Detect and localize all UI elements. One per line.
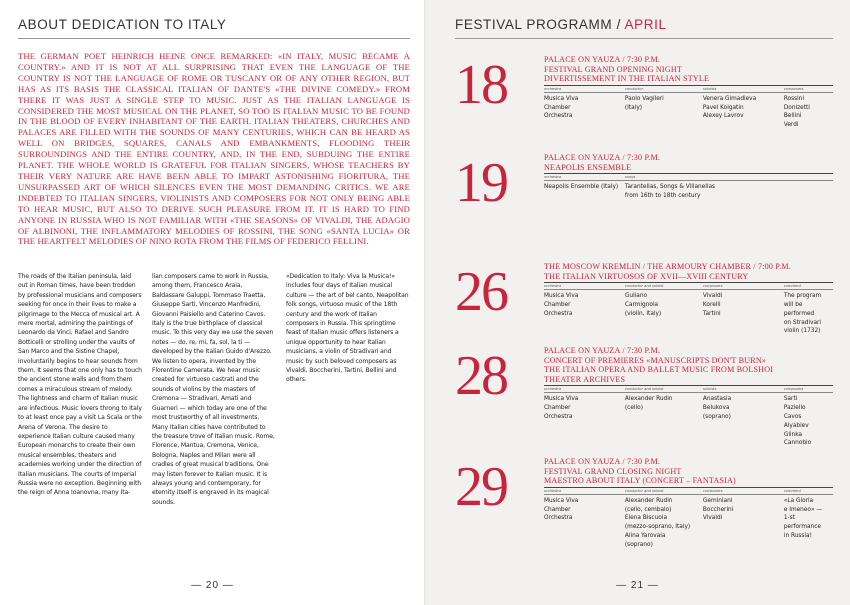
event-title-line: PALACE ON YAUZA / 7:30 P.M.	[544, 457, 661, 466]
event-title-rule	[544, 282, 833, 283]
column-header-conductor: conductor	[625, 87, 703, 93]
event-title-rule	[544, 385, 833, 386]
cell-line: Pavel Kolgatin	[702, 104, 744, 111]
column-header-orchestra: orchestra	[544, 489, 625, 495]
table-row	[544, 92, 833, 130]
event-info	[544, 346, 833, 448]
table-row	[544, 181, 833, 201]
cell-line: in Russia!	[783, 532, 812, 539]
event-title-line: THE ITALIAN OPERA AND BALLET MUSIC FROM BOLSHOI	[544, 365, 774, 375]
table-cell	[544, 393, 625, 448]
column-header-composers: composers	[784, 387, 833, 393]
cell-line: Chamber	[544, 104, 571, 111]
cell-line: Chamber	[544, 405, 571, 412]
cell-line: (soprano)	[702, 413, 731, 420]
left-page-heading: ABOUT DEDICATION TO ITALY	[18, 17, 227, 32]
table-cell	[544, 181, 625, 201]
column-header-soloists: soloists	[703, 87, 784, 93]
cell-line: Paziello	[783, 405, 806, 412]
cell-line: (cello, cembalo)	[624, 506, 672, 513]
table-row	[544, 290, 833, 336]
event-26	[455, 262, 835, 342]
table-cell	[784, 92, 833, 130]
event-title-line: FESTIVAL GRAND OPENING NIGHT	[544, 64, 683, 74]
right-page-heading	[455, 17, 667, 32]
event-title-line: FESTIVAL GRAND CLOSING NIGHT	[544, 466, 682, 476]
cell-line: Sarti	[783, 396, 798, 403]
table-row	[544, 494, 833, 549]
cell-line: Belukova	[702, 405, 730, 412]
cell-line: Glinka	[783, 431, 803, 438]
event-info	[544, 153, 833, 201]
body-column-1: The roads of the Italian peninsula, laid out in Roman times, have been trodden by professional musicians and composers seeking for once in their lives to make a pilgrimage to the Mecca of musical art. A mere mortal, admiring the paintings of Leonardo da Vinci, Rafael and Sandro Botticelli or strolling under the vaults of San Marco and the Sistine Chapel, involuntarily begins to hear sounds from them. It seems that one only has to touch the ancient stone walls and from them comes a miraculous stream of melody. The lightness and charm of Italian music are infectious. Music lovers throng to Italy to at least once pay a visit La Scala or the Arena of Verona. The desire to experience Italian culture caused many European monarchs to create their own musical ensembles, theaters and academies working under the direction of Italian musicians. The courts of Imperial Russia were no exception. Beginning with the reign of Anna Ioanovna, many Ita-	[18, 273, 142, 497]
cell-line: (cello)	[624, 405, 643, 412]
column-header-orchestra: orchestra	[544, 284, 625, 290]
cell-line: Anastasia	[702, 396, 732, 403]
cell-line: Vivaldi	[702, 515, 723, 522]
cell-line: performed	[783, 310, 815, 317]
table-cell	[703, 290, 784, 336]
cell-line: will be	[783, 301, 803, 308]
cell-line: (mezzo-soprano, Italy)	[624, 524, 691, 531]
event-title	[544, 55, 833, 84]
cell-line: e Imeneo» —	[783, 506, 823, 513]
event-title-line: PALACE ON YAUZA / 7:30 P.M.	[544, 55, 661, 64]
event-28	[455, 345, 835, 447]
event-info	[544, 262, 833, 336]
cell-line: Venera Gimadieva	[702, 95, 757, 102]
event-lineup-table	[544, 284, 833, 336]
cell-line: Orchestra	[544, 413, 573, 420]
cell-line: Vivaldi	[702, 293, 723, 300]
table-cell	[544, 494, 625, 549]
event-29	[455, 456, 835, 548]
cell-line: The program	[783, 293, 822, 300]
table-cell	[703, 92, 784, 130]
cell-line: Guliano	[624, 293, 648, 300]
right-page-number: — 21 —	[616, 580, 659, 591]
cell-line: Korelli	[702, 301, 721, 308]
programm-heading: FESTIVAL PROGRAMM	[455, 17, 613, 32]
event-title-line: CONCERT OF PREMIERES «MANUSCRIPTS DON'T BURN»	[544, 355, 767, 365]
column-header-songs: songs	[625, 175, 833, 181]
cell-line: Alexey Lavrov	[702, 113, 744, 120]
event-title-rule	[544, 85, 833, 86]
column-header-comment: comment	[784, 284, 833, 290]
event-day-number: 18	[455, 54, 507, 116]
event-title-line: THE ITALIAN VIRTUOSOS OF XVII—XVIII CENTURY	[544, 271, 749, 281]
event-day-number: 28	[455, 345, 507, 407]
event-19	[455, 153, 835, 233]
table-cell	[784, 494, 833, 549]
intro-text: THE GERMAN POET HEINRICH HEINE ONCE REMARKED: «IN ITALY, MUSIC BECAME A COUNTRY.» AND IT IS NOT AT ALL SURPRISING THAT EVEN THE LANGUAGE OF THE COUNTRY IS NOT THE LANGUAGE OF ROME OR TUSCANY OR OF ANY OTHER REGION, BUT HAS AS ITS BASIS THE CLASSICAL ITALIAN OF DANTE'S «THE DIVINE COMEDY.» FROM THERE IT WAS JUST A SINGLE STEP TO MUSIC. JUST AS THE ITALIAN LANGUAGE IS CONSIDERED THE MOST MUSICAL ON THE PLANET, SO TOO IS ITALIAN MUSIC TO BE FOUND IN THE BLOOD OF EVERY INHABITANT OF THE EARTH. ITALIAN THEATERS, CHURCHES AND PALACES ARE FILLED WITH THE SOUNDS OF MANY CENTURIES, WHICH CAN BE HEARD AS WELL ON BRIDGES, SQUARES, CANALS AND EMBANKMENTS, FLOODING THEIR SURROUNDINGS AND THE ENTIRE COUNTRY, AND, IN THE END, SUBDUING THE ENTIRE PLANET. THE WHOLE WORLD IS GRATEFUL FOR ITALIAN SINGERS, WHOSE TEACHERS BY THEIR VERY NATURE ARE HAVE BEEN ABLE TO IMPART ASTONISHING FIORITURA, THE UNSURPASSED ART OF WHICH SILENCES EVEN THE MOST DEMANDING CRITICS. WE ARE INDEBTED TO ITALIAN SINGERS, VIOLINISTS AND COMPOSERS FOR NOT ONLY BEING ABLE TO HEAR MUSIC, BUT ALSO TO DERIVE SUCH PLEASURE FROM IT. IT IS HARD TO FIND ANYONE IN RUSSIA WHO IS NOT FAMILIAR WITH «THE SEASONS» OF VIVALDI, THE ADAGIO OF ALBINONI, THE INFLAMMATORY MELODIES OF ROSSINI, THE SONG «SANTA LUCIA» OR THE HEARTFELT MELODIES OF NINO ROTA FROM THE FILMS OF FEDERICO FELLINI.	[18, 51, 410, 247]
event-title-line: NEAPOLIS ENSEMBLE	[544, 162, 632, 172]
event-lineup-table	[544, 175, 833, 201]
event-18	[455, 55, 835, 135]
cell-line: violin (1732)	[783, 328, 821, 335]
column-header-orchestra: orchestra	[544, 175, 625, 181]
cell-line: Neapolis Ensemble (Italy)	[544, 184, 619, 191]
cell-line: Donizetti	[783, 104, 810, 111]
right-page	[425, 0, 850, 605]
cell-line: Orchestra	[544, 113, 573, 120]
cell-line: Tarantellas, Songs & Villanellas	[624, 184, 716, 191]
event-title	[544, 346, 833, 384]
cell-line: Rossini	[783, 95, 805, 102]
event-title	[544, 457, 833, 486]
column-header-composers: composers	[784, 87, 833, 93]
event-title	[544, 153, 833, 172]
event-title-rule	[544, 173, 833, 174]
column-header-soloists: soloists	[703, 387, 784, 393]
cell-line: Elena Biscuola	[624, 515, 667, 522]
column-header-orchestra: orchestra	[544, 387, 625, 393]
table-cell	[625, 393, 703, 448]
event-lineup-table	[544, 87, 833, 130]
table-cell	[625, 290, 703, 336]
left-heading-rule	[18, 38, 410, 39]
cell-line: Alexander Rudin	[624, 396, 673, 403]
cell-line: Tartini	[702, 310, 721, 317]
table-cell	[544, 290, 625, 336]
month-heading: APRIL	[624, 17, 667, 32]
body-columns	[18, 272, 410, 507]
column-header-composers: composers	[703, 284, 784, 290]
cell-line: (Italy)	[624, 104, 643, 111]
cell-line: Musica Viva	[544, 396, 579, 403]
cell-line: performance	[783, 524, 821, 531]
event-day-number: 29	[455, 456, 507, 518]
cell-line: Orchestra	[544, 515, 573, 522]
event-title-line: THE MOSCOW KREMLIN / THE ARMOURY CHAMBER / 7:00 P.M.	[544, 262, 792, 271]
event-day-number: 19	[455, 152, 507, 214]
event-title-line: THEATER ARCHIVES	[544, 374, 626, 384]
cell-line: (violin, Italy)	[624, 310, 662, 317]
cell-line: Carmignola	[624, 301, 659, 308]
left-page-number: — 20 —	[191, 580, 234, 591]
event-day-number: 26	[455, 261, 507, 323]
event-title-rule	[544, 487, 833, 488]
page-gutter	[424, 0, 426, 605]
cell-line: Paolo Vagileri	[624, 95, 664, 102]
event-info	[544, 55, 833, 130]
cell-line: 1-st	[783, 515, 795, 522]
table-cell	[625, 181, 833, 201]
event-lineup-table	[544, 489, 833, 550]
column-header-conductor-and-soloist: conductor and soloist	[625, 284, 703, 290]
column-header-orchestra: orchestra	[544, 87, 625, 93]
cell-line: (soprano)	[624, 541, 653, 548]
column-header-conductor-and-soloist: conductor and soloist	[625, 489, 703, 495]
table-cell	[703, 494, 784, 549]
event-title-line: DIVERTISSEMENT IN THE ITALIAN STYLE	[544, 74, 710, 84]
cell-line: Boccherini	[702, 506, 734, 513]
column-header-conductor-and-soloist: conductor and soloist	[625, 387, 703, 393]
event-title	[544, 262, 833, 281]
cell-line: Verdi	[783, 122, 799, 129]
cell-line: Alina Yarovaia	[624, 532, 666, 539]
cell-line: Orchestra	[544, 310, 573, 317]
table-cell	[784, 393, 833, 448]
column-header-composers: composers	[703, 489, 784, 495]
right-heading-rule	[455, 38, 833, 39]
cell-line: Chamber	[544, 301, 571, 308]
heading-separator: /	[612, 17, 625, 32]
event-title-line: PALACE ON YAUZA / 7:30 P.M.	[544, 153, 661, 162]
cell-line: Musica Viva	[544, 497, 579, 504]
event-info	[544, 457, 833, 550]
table-cell	[703, 393, 784, 448]
cell-line: Cavos	[783, 413, 802, 420]
body-column-2: lian composers came to work in Russia, among them, Francesco Araia, Baldassare Galuppi, Tommaso Traetta, Giuseppe Sarti, Vincenzo Manfredini, Giovanni Paisiello and Caterino Cavos. Italy is the true birthplace of classical music. To this very day we use the seven notes — do, re, mi, fa, sol, la ti — developed by the Italian Guido d'Arezzo. We listen to opera, invented by the Florentine Camerata. We hear music created for virtuoso castrati and the sounds of violins by the masters of Cremona — Stradivari, Amati and Guarneri — which today are one of the most trustworthy of all investments. Many Italian cities have contributed to the treasure trove of Italian music. Rome, Florence, Mantua, Cremona, Venice, Bologna, Naples and Milan were all cradles of great musical traditions. One may listen forever to Italian music. It is always young and contemporary, for eternity itself is engraved in its magical sounds.	[152, 273, 275, 506]
event-title-line: MAESTRO ABOUT ITALY (CONCERT – FANTASIA)	[544, 476, 736, 486]
cell-line: «La Gloria	[783, 497, 814, 504]
cell-line: Alyabiev	[783, 422, 809, 429]
event-title-line: PALACE ON YAUZA / 7:30 P.M.	[544, 346, 661, 355]
cell-line: Alexander Rudin	[624, 497, 673, 504]
cell-line: on Stradivari	[783, 319, 822, 326]
event-lineup-table	[544, 387, 833, 448]
table-cell	[625, 494, 703, 549]
cell-line: Geminiani	[702, 497, 733, 504]
cell-line: Cannobio	[783, 440, 812, 447]
column-header-comment: comment	[784, 489, 833, 495]
cell-line: Chamber	[544, 506, 571, 513]
cell-line: from 16th to 18th century	[624, 192, 701, 199]
cell-line: Musica Viva	[544, 293, 579, 300]
body-column-3: «Dedication to Italy: Viva la Musica!» includes four days of Italian musical culture — the art of bel canto, Neapolitan folk songs, virtuoso music of the 18th century and the work of Italian composers in Russia. This springtime feast of Italian music offers listeners a unique opportunity to hear Italian musicians, a violin of Stradivari and music by such beloved composers as Vivaldi, Boccherini, Tartini, Bellini and others.	[286, 273, 409, 384]
table-cell	[625, 92, 703, 130]
cell-line: Musica Viva	[544, 95, 579, 102]
cell-line: Bellini	[783, 113, 802, 120]
table-row	[544, 393, 833, 448]
table-cell	[784, 290, 833, 336]
table-cell	[544, 92, 625, 130]
